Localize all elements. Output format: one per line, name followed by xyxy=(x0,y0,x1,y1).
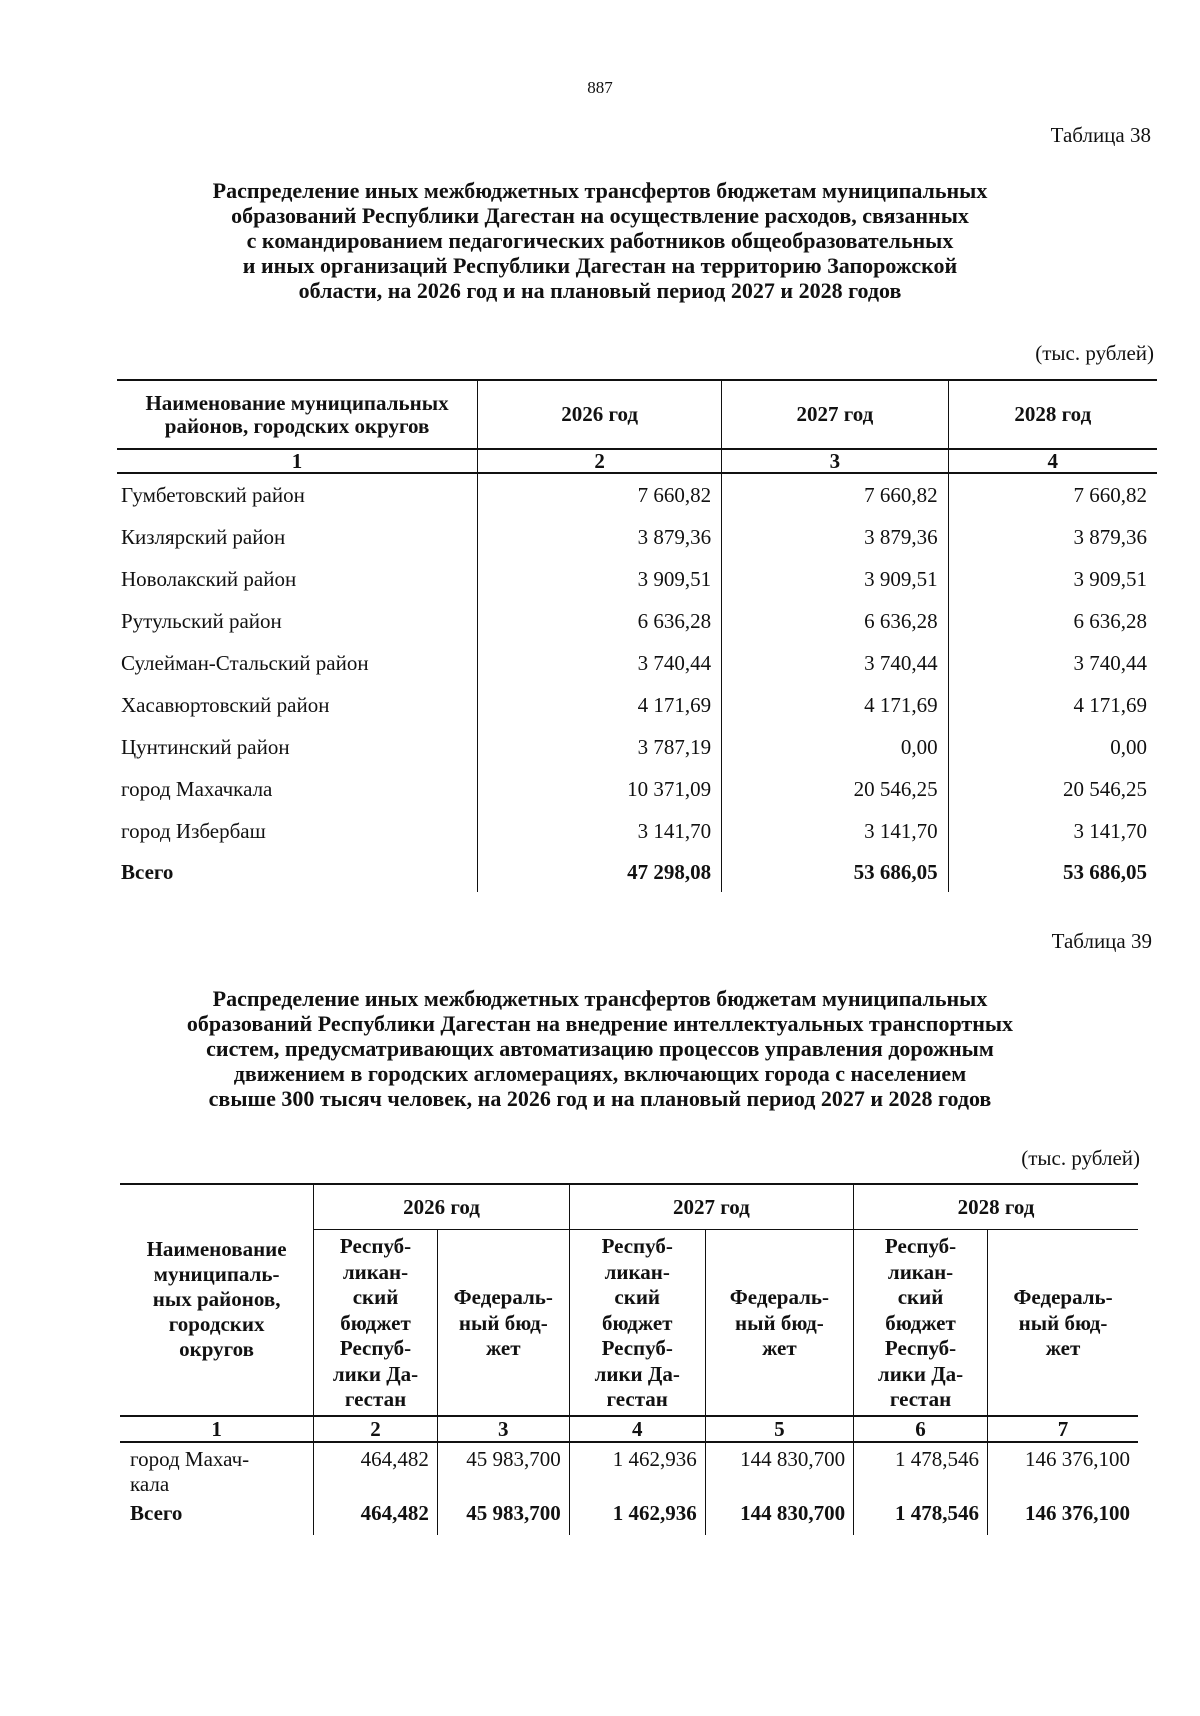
value-2026: 6 636,28 xyxy=(478,600,722,642)
header-line: ский xyxy=(352,1285,399,1309)
value-2026: 3 787,19 xyxy=(478,726,722,768)
value-2027-republic: 1 462,936 xyxy=(569,1442,705,1499)
page-number: 887 xyxy=(587,78,613,97)
table-row xyxy=(117,473,1157,516)
header-line: жет xyxy=(485,1336,521,1360)
table-row xyxy=(120,1442,1138,1499)
value-2027: 20 546,25 xyxy=(722,768,948,810)
district-name: Цунтинский район xyxy=(121,734,290,759)
value-2027: 6 636,28 xyxy=(722,600,948,642)
value-2028: 4 171,69 xyxy=(948,684,1157,726)
total-label: Всего xyxy=(121,859,174,884)
header-name xyxy=(120,1184,314,1416)
district-name: Сулейман-Стальский район xyxy=(121,650,369,675)
header-name-line: муниципаль- xyxy=(153,1262,280,1287)
header-line: лики Да- xyxy=(877,1361,964,1386)
value-2028: 3 909,51 xyxy=(948,558,1157,600)
value-2028: 3 740,44 xyxy=(948,642,1157,684)
header-2026: 2026 год xyxy=(314,1184,570,1230)
table-38-units: (тыс. рублей) xyxy=(1035,341,1154,365)
header-line: Федераль- xyxy=(453,1285,553,1309)
value-2026: 3 909,51 xyxy=(478,558,722,600)
table-row xyxy=(117,768,1157,810)
col-number: 3 xyxy=(722,449,948,473)
value-2028: 3 879,36 xyxy=(948,516,1157,558)
header-name xyxy=(117,380,478,449)
header-line: жет xyxy=(1045,1336,1081,1360)
total-2028: 53 686,05 xyxy=(948,852,1157,892)
title-line: систем, предусматривающих автоматизацию процессов управления дорожным xyxy=(206,1036,994,1061)
header-line: жет xyxy=(762,1336,797,1360)
header-republic-budget xyxy=(569,1230,705,1416)
title-line: области, на 2026 год и на плановый период 2027 и 2028 годов xyxy=(298,278,902,303)
col-number: 4 xyxy=(569,1416,705,1442)
table-38-title xyxy=(120,178,1080,303)
value-2026-federal: 45 983,700 xyxy=(437,1442,569,1499)
header-republic-budget xyxy=(314,1230,438,1416)
header-line: Респуб- xyxy=(339,1336,412,1360)
total-2027-federal: 144 830,700 xyxy=(705,1499,853,1535)
value-2028: 3 141,70 xyxy=(948,810,1157,852)
total-2026-federal: 45 983,700 xyxy=(437,1499,569,1535)
header-name-line: Наименование xyxy=(146,1237,287,1262)
col-number: 4 xyxy=(948,449,1157,473)
value-2028: 7 660,82 xyxy=(948,473,1157,516)
header-line: лики Да- xyxy=(594,1361,680,1386)
header-line: ликан- xyxy=(604,1259,670,1284)
title-line: свыше 300 тысяч человек, на 2026 год и на плановый период 2027 и 2028 годов xyxy=(208,1086,992,1111)
header-line: ный бюд- xyxy=(458,1310,548,1335)
title-line: движением в городских агломерациях, включающих города с населением xyxy=(233,1061,967,1086)
header-federal-budget xyxy=(705,1230,853,1416)
table-row xyxy=(117,558,1157,600)
value-2026: 4 171,69 xyxy=(478,684,722,726)
table-row xyxy=(117,516,1157,558)
total-row xyxy=(120,1499,1138,1535)
header-line: ликан- xyxy=(342,1259,409,1284)
col-number: 6 xyxy=(854,1416,988,1442)
header-line: бюджет xyxy=(340,1310,411,1335)
value-2028: 0,00 xyxy=(948,726,1157,768)
header-2027: 2027 год xyxy=(569,1184,853,1230)
value-2026: 3 141,70 xyxy=(478,810,722,852)
header-line: ский xyxy=(614,1285,661,1309)
district-name-line: кала xyxy=(130,1471,170,1496)
col-number: 2 xyxy=(314,1416,438,1442)
value-2026-republic: 464,482 xyxy=(314,1442,438,1499)
header-line: ский xyxy=(897,1285,944,1309)
total-2027-republic: 1 462,936 xyxy=(569,1499,705,1535)
col-number: 1 xyxy=(120,1416,314,1442)
title-line: образований Республики Дагестан на внедрение интеллектуальных транспортных xyxy=(186,1011,1014,1036)
total-2028-republic: 1 478,546 xyxy=(854,1499,988,1535)
table-row xyxy=(117,642,1157,684)
total-2027: 53 686,05 xyxy=(722,852,948,892)
value-2027: 3 909,51 xyxy=(722,558,948,600)
value-2026: 3 879,36 xyxy=(478,516,722,558)
value-2028-federal: 146 376,100 xyxy=(988,1442,1138,1499)
header-2027: 2027 год xyxy=(722,380,948,449)
header-line: гестан xyxy=(889,1387,952,1411)
table-row xyxy=(117,726,1157,768)
district-name-line: город Махач- xyxy=(130,1446,250,1471)
header-line: Респуб- xyxy=(601,1336,673,1360)
district-name xyxy=(120,1442,314,1499)
district-name: Хасавюртовский район xyxy=(121,692,330,717)
col-number: 7 xyxy=(988,1416,1138,1442)
header-federal-budget xyxy=(988,1230,1138,1416)
table-39-units: (тыс. рублей) xyxy=(1021,1146,1140,1170)
header-line: Респуб- xyxy=(601,1234,673,1258)
header-line: ный бюд- xyxy=(734,1310,824,1335)
header-line: Федераль- xyxy=(1013,1285,1113,1309)
district-name: город Избербаш xyxy=(121,818,266,843)
total-2026: 47 298,08 xyxy=(478,852,722,892)
value-2027: 3 740,44 xyxy=(722,642,948,684)
header-line: лики Да- xyxy=(332,1361,419,1386)
header-name-line: городских xyxy=(168,1312,265,1337)
district-name: город Махачкала xyxy=(121,776,273,801)
header-name-line: районов, городских округов xyxy=(164,413,430,438)
header-line: Респуб- xyxy=(884,1336,957,1360)
col-number: 5 xyxy=(705,1416,853,1442)
title-line: Распределение иных межбюджетных трансфертов бюджетам муниципальных xyxy=(212,986,988,1011)
total-2026-republic: 464,482 xyxy=(314,1499,438,1535)
header-line: Федераль- xyxy=(729,1285,830,1309)
table-row xyxy=(117,810,1157,852)
header-line: Респуб- xyxy=(884,1234,957,1258)
table-38 xyxy=(117,379,1157,892)
header-line: бюджет xyxy=(601,1310,673,1335)
header-name-line: округов xyxy=(179,1337,255,1362)
total-label: Всего xyxy=(130,1500,183,1525)
district-name: Рутульский район xyxy=(121,608,282,633)
header-line: гестан xyxy=(344,1387,407,1411)
table-39 xyxy=(120,1183,1138,1535)
value-2028: 20 546,25 xyxy=(948,768,1157,810)
col-number: 2 xyxy=(478,449,722,473)
district-name: Гумбетовский район xyxy=(121,482,305,507)
table-row xyxy=(117,684,1157,726)
value-2026: 10 371,09 xyxy=(478,768,722,810)
total-row xyxy=(117,852,1157,892)
header-name-line: ных районов, xyxy=(152,1287,281,1312)
header-line: Респуб- xyxy=(339,1234,412,1258)
value-2027: 7 660,82 xyxy=(722,473,948,516)
value-2027: 4 171,69 xyxy=(722,684,948,726)
value-2028: 6 636,28 xyxy=(948,600,1157,642)
table-38-label: Таблица 38 xyxy=(1050,123,1151,147)
value-2027: 0,00 xyxy=(722,726,948,768)
title-line: образований Республики Дагестан на осуществление расходов, связанных xyxy=(231,203,969,228)
table-39-label: Таблица 39 xyxy=(1051,929,1152,953)
header-republic-budget xyxy=(854,1230,988,1416)
header-line: гестан xyxy=(606,1387,668,1411)
header-line: ный бюд- xyxy=(1018,1310,1108,1335)
value-2026: 7 660,82 xyxy=(478,473,722,516)
table-39-title xyxy=(120,986,1080,1111)
col-number: 3 xyxy=(437,1416,569,1442)
district-name: Новолакский район xyxy=(121,566,297,591)
value-2027: 3 141,70 xyxy=(722,810,948,852)
value-2028-republic: 1 478,546 xyxy=(854,1442,988,1499)
value-2027-federal: 144 830,700 xyxy=(705,1442,853,1499)
title-line: Распределение иных межбюджетных трансфертов бюджетам муниципальных xyxy=(212,178,988,203)
header-line: ликан- xyxy=(887,1259,954,1284)
header-name-line: Наименование муниципальных xyxy=(145,390,449,415)
header-federal-budget xyxy=(437,1230,569,1416)
value-2027: 3 879,36 xyxy=(722,516,948,558)
header-line: бюджет xyxy=(885,1310,956,1335)
value-2026: 3 740,44 xyxy=(478,642,722,684)
header-2028: 2028 год xyxy=(948,380,1157,449)
title-line: с командированием педагогических работников общеобразовательных xyxy=(246,228,954,253)
district-name: Кизлярский район xyxy=(121,524,286,549)
total-2028-federal: 146 376,100 xyxy=(988,1499,1138,1535)
table-row xyxy=(117,600,1157,642)
header-2028: 2028 год xyxy=(854,1184,1138,1230)
title-line: и иных организаций Республики Дагестан на территорию Запорожской xyxy=(242,253,958,278)
col-number: 1 xyxy=(117,449,478,473)
header-2026: 2026 год xyxy=(478,380,722,449)
